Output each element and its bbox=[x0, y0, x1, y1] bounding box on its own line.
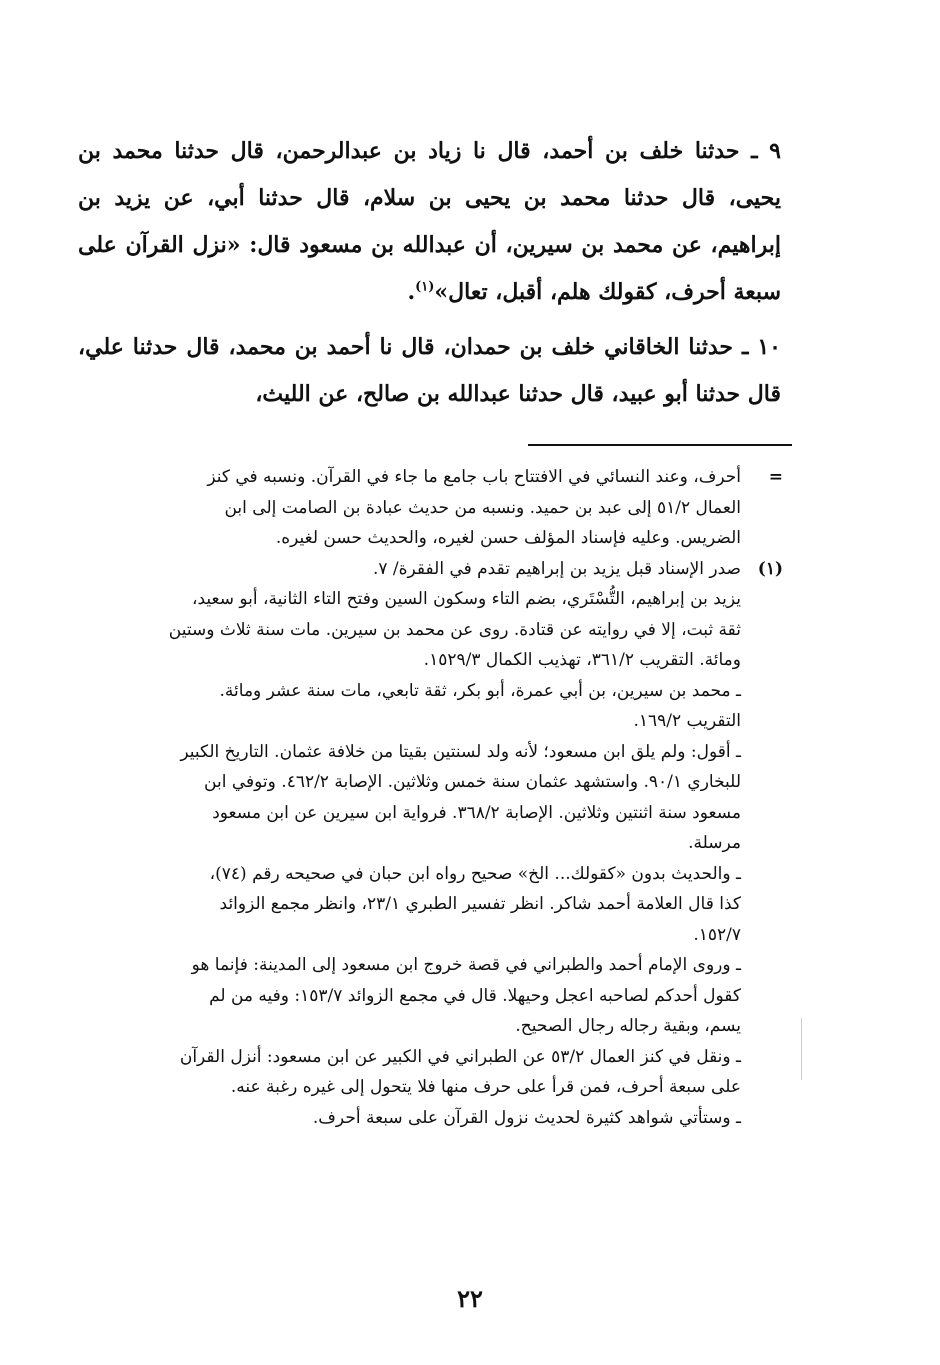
footnote-line: أحرف، وعند النسائي في الافتتاح باب جامع ما جاء في القرآن. ونسبه في كنز bbox=[207, 467, 741, 487]
footnote-line: كقول أحدكم لصاحبه اعجل وحيهلا. قال في مجمع الزوائد ١٥٣/٧: وفيه من لم bbox=[209, 985, 741, 1006]
footnote-continuation bbox=[78, 462, 783, 554]
footnote-line: يزيد بن إبراهيم، التُّسْتَري، بضم التاء وسكون السين وفتح التاء الثانية، أبو سعيد، bbox=[191, 589, 741, 609]
footnote-line: مرسلة. bbox=[688, 833, 741, 853]
footnote-line: ـ محمد بن سيرين، بن أبي عمرة، أبو بكر، ثقة تابعي، مات سنة عشر ومائة. bbox=[219, 680, 741, 701]
footnote-line: ثقة ثبت، إلا في روايته عن قتادة. روى عن محمد بن سيرين. مات سنة ثلاث وستين bbox=[168, 619, 741, 640]
footnote-line: ١٥٢/٧. bbox=[693, 924, 741, 945]
footnote-number: (١) bbox=[757, 558, 783, 579]
paragraph-hadith-10 bbox=[78, 324, 781, 418]
paragraph-text: ١٠ ـ حدثنا الخاقاني خلف بن حمدان، قال نا أحمد بن محمد، قال حدثنا علي، قال حدثنا أبو عبيد، قال حدثنا عبدالله بن صالح، عن الليث، bbox=[78, 334, 781, 407]
footnote-1 bbox=[78, 554, 783, 1134]
footnote-line: ومائة. التقريب ٣٦١/٢، تهذيب الكمال ١٥٢٩/٣. bbox=[423, 650, 741, 670]
footnote-reference[interactable]: (١) bbox=[415, 279, 435, 295]
paragraph-end: . bbox=[407, 279, 416, 305]
footnote-line: للبخاري ٩٠/١. واستشهد عثمان سنة خمس وثلاثين. الإصابة ٤٦٢/٢. وتوفي ابن bbox=[204, 772, 741, 792]
footnote-line: مسعود سنة اثنتين وثلاثين. الإصابة ٣٦٨/٢. فرواية ابن سيرين عن ابن مسعود bbox=[212, 802, 741, 823]
margin-rule bbox=[801, 1018, 802, 1080]
continuation-marker: = bbox=[768, 467, 783, 487]
footnote-line: التقريب ١٦٩/٢. bbox=[633, 711, 741, 731]
footnote-line: ـ أقول: ولم يلق ابن مسعود؛ لأنه ولد لسنتين بقيتا من خلافة عثمان. التاريخ الكبير bbox=[180, 741, 741, 762]
footnote-line: ـ وستأتي شواهد كثيرة لحديث نزول القرآن على سبعة أحرف. bbox=[312, 1107, 741, 1128]
footnote-line: ـ ونقل في كنز العمال ٥٣/٢ عن الطبراني في الكبير عن ابن مسعود: أنزل القرآن bbox=[179, 1046, 741, 1067]
footnote-line: ـ وروى الإمام أحمد والطبراني في قصة خروج ابن مسعود إلى المدينة: فإنما هو bbox=[191, 955, 741, 975]
footnote-body bbox=[78, 462, 741, 554]
footnote-line: يسم، وبقية رجاله رجال الصحيح. bbox=[515, 1016, 741, 1036]
main-text bbox=[78, 128, 781, 418]
footnote-divider bbox=[528, 444, 792, 446]
footnote-line: ـ والحديث بدون «كقولك... الخ» صحيح رواه ابن حبان في صحيحه رقم (٧٤)، bbox=[209, 863, 741, 884]
footnotes bbox=[78, 462, 783, 1133]
footnote-body bbox=[78, 554, 741, 1134]
paragraph-hadith-9 bbox=[78, 128, 781, 316]
footnote-line: كذا قال العلامة أحمد شاكر. انظر تفسير الطبري ٢٣/١، وانظر مجمع الزوائد bbox=[219, 894, 741, 914]
footnote-line: الضريس. وعليه فإسناد المؤلف حسن لغيره، والحديث حسن لغيره. bbox=[275, 528, 741, 548]
paragraph-text: ٩ ـ حدثنا خلف بن أحمد، قال نا زياد بن عبدالرحمن، قال حدثنا محمد بن يحيى، قال حدثنا محمد بن يحيى بن سلام، قال حدثنا أبي، عن يزيد بن إبراهيم، عن محمد بن سيرين، أن عبدالله بن مسعود قال: «نزل القرآن على سبعة أحرف، كقولك هلم، أقبل، تعال» bbox=[78, 138, 781, 305]
page-number: ٢٢ bbox=[457, 1284, 483, 1313]
footnote-line: العمال ٥١/٢ إلى عبد بن حميد. ونسبه من حديث عبادة بن الصامت إلى ابن bbox=[224, 497, 741, 518]
footnote-line: على سبعة أحرف، فمن قرأ على حرف منها فلا يتحول إلى غيره رغبة عنه. bbox=[230, 1077, 741, 1097]
footnote-line: صدر الإسناد قبل يزيد بن إبراهيم تقدم في الفقرة/ ٧. bbox=[372, 558, 741, 579]
